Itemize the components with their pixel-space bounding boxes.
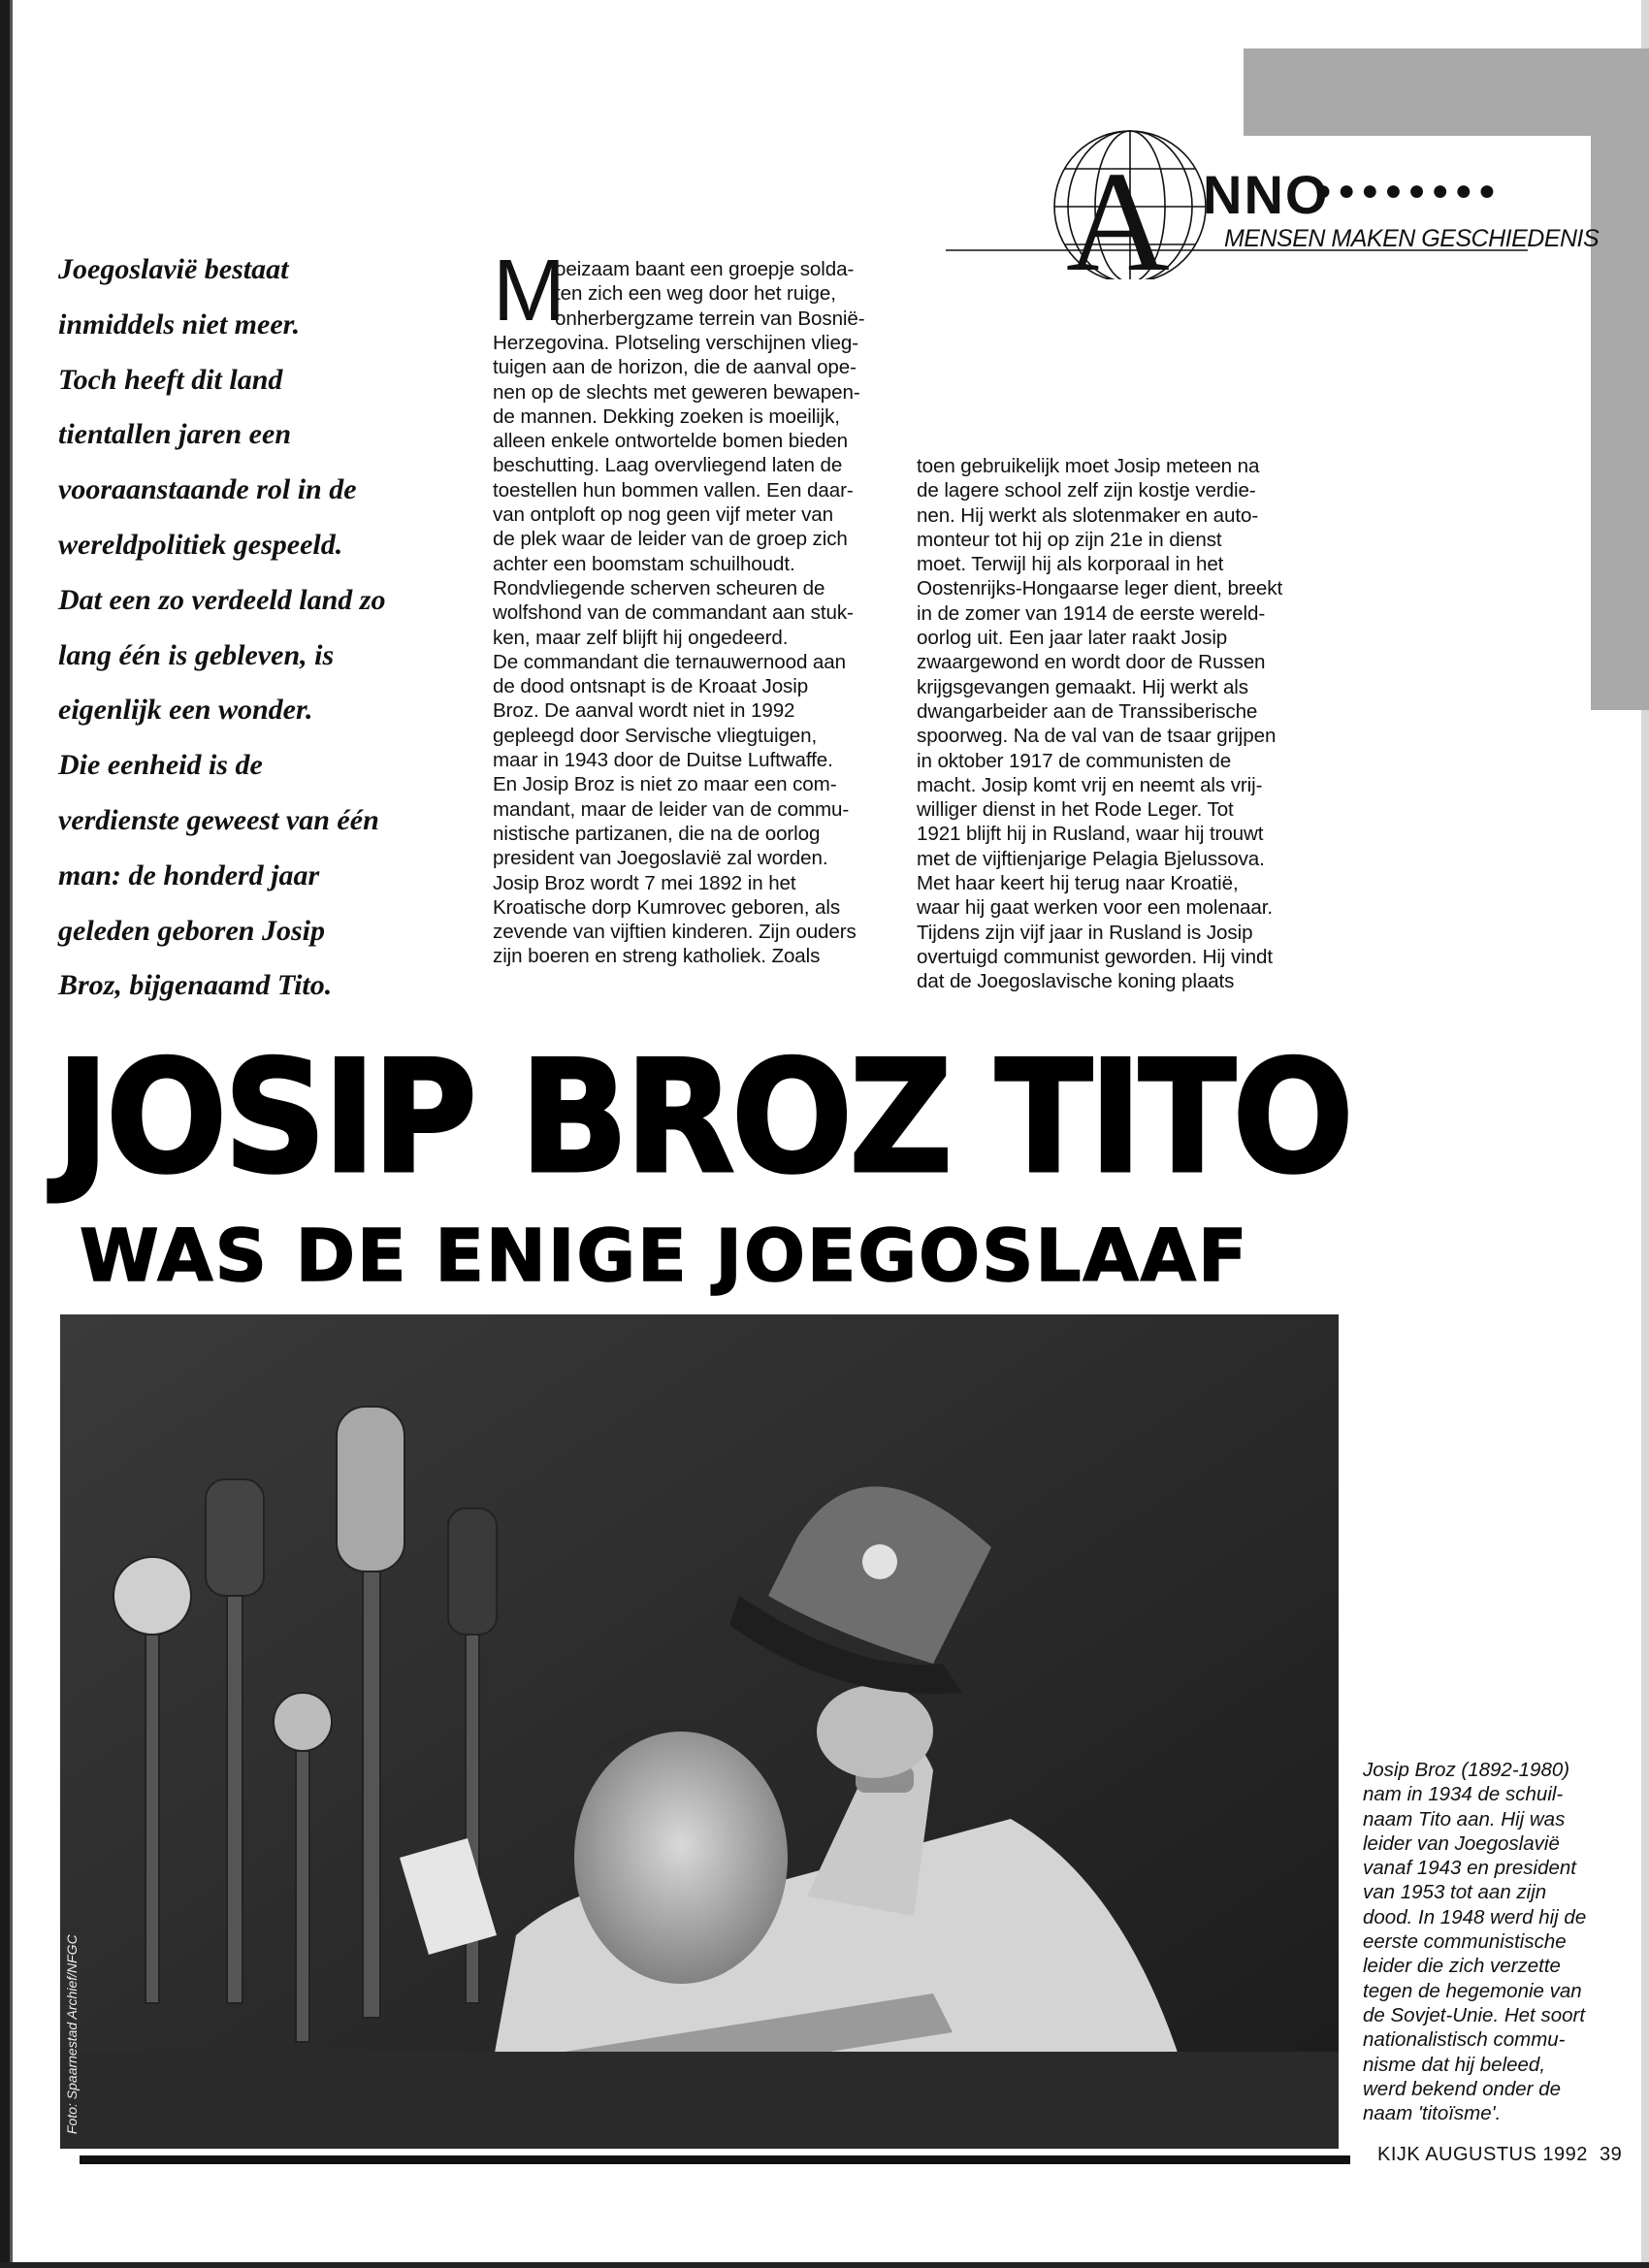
page-left-shadow [10,0,13,2268]
caption-line: werd bekend onder de [1363,2077,1562,2100]
article-line: president van Joegoslavië zal worden. [493,847,828,870]
article-line: dat de Joegoslavische koning plaats [917,970,1235,993]
photo-caption [1363,1758,1615,2125]
article-line: alleen enkele ontwortelde bomen bieden [493,430,849,453]
intro-line: Joegoslavië bestaat [58,253,289,285]
headline-main: JOSIP BROZ TITO [56,1026,1350,1208]
intro-line: tientallen jaren een [58,418,291,451]
intro-line: Dat een zo verdeeld land zo [58,583,386,616]
intro-line: Toch heeft dit land [58,363,283,396]
article-line: overtuigd communist geworden. Hij vindt [917,945,1273,968]
article-line: Rondvliegende scherven scheuren de [493,576,825,599]
article-line: oeizaam baant een groepje solda- [555,258,855,280]
article-line: spoorweg. Na de val van de tsaar grijpen [917,725,1277,748]
article-line: krijgsgevangen gemaakt. Hij werkt als [917,675,1248,698]
article-line: tuigen aan de horizon, die de aanval ope- [493,356,857,379]
intro-line: eigenlijk een wonder. [58,694,313,727]
article-line: de plek waar de leider van de groep zich [493,528,848,551]
photo-credit: Foto: Spaarnestad Archief/NFGC [64,1934,80,2134]
article-line: maar in 1943 door de Duitse Luftwaffe. [493,749,833,772]
caption-line: de Sovjet-Unie. Het soort [1363,2003,1586,2026]
photo-illustration [60,1314,1339,2149]
caption-line: nisme dat hij beleed, [1363,2053,1546,2076]
caption-line: nationalistisch commu- [1363,2028,1566,2052]
caption-line: tegen de hegemonie van [1363,1979,1582,2002]
article-line: onherbergzame terrein van Bosnië- [555,307,865,330]
article-line: beschutting. Laag overvliegend laten de [493,454,843,477]
article-line: Herzegovina. Plotseling verschijnen vlieg- [493,332,858,354]
article-line: De commandant die ternauwernood aan [493,650,846,673]
article-line: Josip Broz wordt 7 mei 1892 in het [493,871,796,894]
article-line: de lagere school zelf zijn kostje verdie- [917,479,1256,502]
caption-line: van 1953 tot aan zijn [1363,1881,1547,1904]
article-line: nen. Hij werkt als slotenmaker en auto- [917,503,1259,527]
intro-line: geleden geboren Josip [58,914,325,947]
footer-text: KIJK AUGUSTUS 1992 39 [1377,2144,1623,2165]
caption-line: leider die zich verzette [1363,1955,1561,1978]
article-line: achter een boomstam schuilhoudt. [493,552,795,575]
article-line: ten zich een weg door het ruige, [555,282,836,306]
intro-line: Die eenheid is de [58,749,263,782]
article-line: En Josip Broz is niet zo maar een com- [493,773,837,796]
article-line: Kroatische dorp Kumrovec geboren, als [493,895,841,919]
intro-line: man: de honderd jaar [58,859,320,891]
logo-dots: ●●●●●●●● [1314,175,1502,207]
article-column-2 [917,454,1363,994]
article-line: macht. Josip komt vrij en neemt als vrij- [917,773,1263,796]
article-line: gepleegd door Servische vliegtuigen, [493,724,818,747]
article-line: 1921 blijft hij in Rusland, waar hij trouwt [917,823,1264,846]
article-line: wolfshond van de commandant aan stuk- [493,601,854,625]
article-line: williger dienst in het Rode Leger. Tot [917,798,1234,822]
caption-line: nam in 1934 de schuil- [1363,1783,1564,1806]
article-column-1-intro [555,257,865,331]
logo-word: NNO [1203,164,1330,225]
article-line: dwangarbeider aan de Transsiberische [917,699,1258,723]
intro-line: inmiddels niet meer. [58,308,301,340]
article-line: met de vijftienjarige Pelagia Bjelussova. [917,847,1265,870]
article-line: in oktober 1917 de communisten de [917,749,1232,772]
article-line: toen gebruikelijk moet Josip meteen na [917,455,1260,477]
drop-cap: M [493,243,566,340]
caption-line: naam Tito aan. Hij was [1363,1807,1566,1831]
caption-line: dood. In 1948 werd hij de [1363,1905,1587,1928]
article-line: nen op de slechts met geweren bewapen- [493,380,860,404]
section-subtitle: MENSEN MAKEN GESCHIEDENIS [1224,225,1600,252]
article-line: in de zomer van 1914 de eerste wereld- [917,601,1266,625]
article-line: ken, maar zelf blijft hij ongedeerd. [493,626,789,649]
intro-line: wereldpolitiek gespeeld. [58,528,343,561]
article-line: toestellen hun bommen vallen. Een daar- [493,478,854,502]
intro-line: lang één is gebleven, is [58,638,335,671]
article-line: Tijdens zijn vijf jaar in Rusland is Josip [917,921,1253,944]
tito-photo [60,1314,1339,2149]
caption-line: Josip Broz (1892-1980) [1363,1759,1570,1781]
article-line: Oostenrijks-Hongaarse leger dient, breekt [917,577,1283,600]
caption-line: naam 'titoïsme'. [1363,2102,1502,2125]
article-line: zevende van vijftien kinderen. Zijn ouders [493,921,857,944]
article-line: Broz. De aanval wordt niet in 1992 [493,699,795,723]
caption-line: vanaf 1943 en president [1363,1857,1576,1880]
article-line: nistische partizanen, die na de oorlog [493,822,821,845]
headline-sub: WAS DE ENIGE JOEGOSLAAF [80,1215,1249,1298]
intro-line: verdienste geweest van één [58,803,379,836]
page-bottom-edge [0,2262,1649,2268]
intro-text [58,243,466,1014]
article-line: de dood ontsnapt is de Kroaat Josip [493,675,809,698]
logo-initial: A [1066,143,1170,279]
caption-line: leider van Joegoslavië [1363,1831,1560,1855]
page-left-edge [0,0,10,2268]
article-line: monteur tot hij op zijn 21e in dienst [917,528,1222,551]
article-line: zwaargewond en wordt door de Russen [917,651,1266,674]
article-line: moet. Terwijl hij als korporaal in het [917,553,1224,576]
article-line: waar hij gaat werken voor een molenaar. [917,896,1273,920]
article-line: Met haar keert hij terug naar Kroatië, [917,872,1239,895]
article-line: mandant, maar de leider van de commu- [493,797,850,821]
article-line: de mannen. Dekking zoeken is moeilijk, [493,405,840,428]
intro-line: Broz, bijgenaamd Tito. [58,969,333,1002]
article-line: zijn boeren en streng katholiek. Zoals [493,945,821,968]
intro-line: vooraanstaande rol in de [58,473,357,506]
article-column-1 [493,331,920,969]
caption-line: eerste communistische [1363,1930,1567,1954]
article-line: van ontploft op nog geen vijf meter van [493,503,834,527]
article-line: oorlog uit. Een jaar later raakt Josip [917,627,1228,650]
footer-rule [80,2155,1350,2164]
